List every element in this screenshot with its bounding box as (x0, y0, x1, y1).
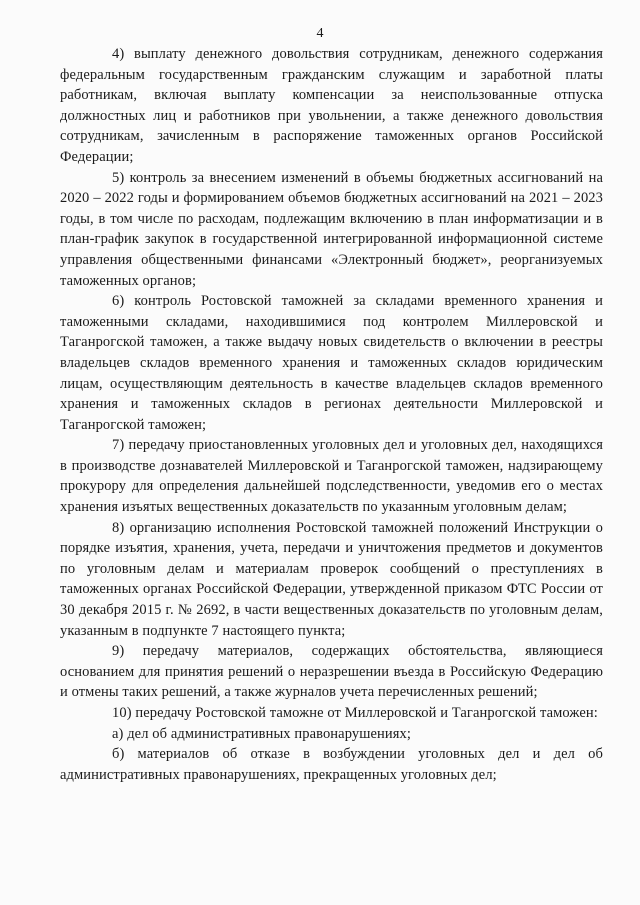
paragraph-item-6: 6) контроль Ростовской таможней за складами временного хранения и таможенными складами, находившимися под контролем Миллеровской и Таганрогской таможен, а также выдачу новых свидетельств о включении в реестры владельцев складов временного хранения и таможенных складов юридическим лицам, осуществляющим деятельность в качестве владельцев складов временного хранения и таможенных складов в регионах деятельности Миллеровской и Таганрогской таможен; (60, 293, 603, 433)
paragraph-item-8: 8) организацию исполнения Ростовской таможней положений Инструкции о порядке изъятия, хранения, учета, передачи и уничтожения предметов и документов по уголовным делам и материалам проверок сообщений о преступлениях в таможенных органах Российской Федерации, утвержденной приказом ФТС России от 30 декабря 2015 г. № 2692, в части вещественных доказательств по уголовным делам, указанным в подпункте 7 настоящего пункта; (60, 519, 603, 639)
paragraph-subitem-b: б) материалов об отказе в возбуждении уголовных дел и дел об административных правонарушениях, прекращенных уголовных дел; (60, 746, 603, 783)
paragraph-subitem-a: а) дел об административных правонарушениях; (112, 725, 411, 742)
paragraph-item-4: 4) выплату денежного довольствия сотрудникам, денежного содержания федеральным государственным гражданским служащим и заработной платы работникам, включая выплату компенсации за неиспользованные отпуска должностных лиц и работников при увольнении, а также денежного довольствия сотрудникам, зачисленным в распоряжение таможенных органов Российской Федерации; (60, 46, 603, 165)
page-number: 4 (316, 26, 324, 41)
document-body (60, 44, 603, 785)
paragraph-item-5: 5) контроль за внесением изменений в объемы бюджетных ассигнований на 2020 – 2022 годы и формированием объемов бюджетных ассигнований на 2021 – 2023 годы, в том числе по расходам, подлежащим включению в план информатизации и в план-график закупок в государственной интегрированной информационной системе управления общественными финансами «Электронный бюджет», реорганизуемых таможенных органов; (60, 169, 603, 289)
paragraph-item-9: 9) передачу материалов, содержащих обстоятельства, являющиеся основанием для принятия решений о неразрешении въезда в Российскую Федерацию и отмены таких решений, а также журналов учета перечисленных решений; (60, 643, 603, 701)
paragraph-item-10: 10) передачу Ростовской таможне от Миллеровской и Таганрогской таможен: (112, 705, 598, 721)
paragraph-item-7: 7) передачу приостановленных уголовных дел и уголовных дел, находящихся в производстве дознавателей Миллеровской и Таганрогской таможен, надзирающему прокурору для определения дальнейшей подследственности, уведомив его о местах хранения изъятых вещественных доказательств по указанным уголовным делам; (60, 437, 603, 516)
